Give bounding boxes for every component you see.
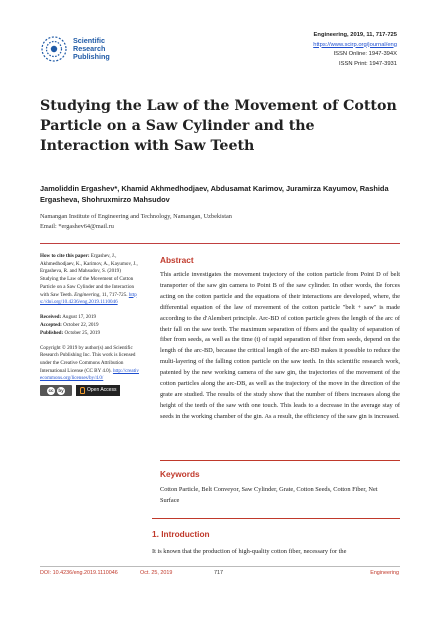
article-dates — [40, 314, 140, 338]
journal-url-link[interactable]: https://www.scirp.org/journal/eng — [313, 41, 397, 48]
citation-block — [40, 253, 140, 307]
accepted-date-row — [40, 322, 140, 330]
citation-text: Ergashev, J., Akhmedhodjaev, K., Karimov, A., Kayumov, J., Ergasheva, R. and Mahsudov, S. (2019) Studying the Law of the Movement of Cotton Particle on a Saw Cylinder and the Interaction with Saw Teeth. — [40, 253, 138, 298]
affiliation: Namangan Institute of Engineering and Technology, Namangan, Uzbekistan — [40, 213, 232, 220]
logo-line: Research — [73, 44, 106, 54]
logo-line: Scientific — [73, 36, 105, 45]
citation-tail: 11, 717-725. — [101, 291, 128, 298]
footer-journal: Engineering — [370, 570, 399, 576]
abstract-text: This article investigates the movement trajectory of the cotton particle from Point D of belt transporter of the saw gin camera to Point B of the saw cylinder. In other words, the forces acting on the cotton particle and the equations of their interactions are developed, where, the differential equation of the law of movement of the cotton particle "belt + saw" is made according to the d'Alembert principle. Arc-BD of cotton particle gives the length of the arc of their fall on the saw teeth. The maximum separation of fibers and the quality of separation of fiber from seeds, as well as the time (t) of rapid separation of fiber from seeds, depend on the length of the arc-BD, because the critical length of the arc-BD makes it possible to reduce the multi-layering of the falling cotton particle on the saw teeth. In this scientific research work, patented by the new working camera of the saw gin, the trajectories of the movement of the cotton particles along the arc-DB, as well as the trajectory of the move in the direction of the grate are studied. The results of the study show that the number of fibers increases along the height of the teeth of the saw with one touch. This leads to a decrease in the average stay of seeds in the working chamber of the gin. As a result, the efficiency of the saw gin is increased. — [160, 271, 400, 420]
received-date-row — [40, 314, 140, 322]
published-date-row — [40, 330, 140, 338]
cc-by-license-badge[interactable] — [40, 385, 72, 396]
contact-email: Email: *ergashev64@mail.ru — [40, 223, 114, 230]
keywords-text: Cotton Particle, Belt Conveyor, Saw Cylinder, Grate, Cotton Seeds, Cotton Fiber, Net Surface — [160, 486, 378, 504]
intro-heading: 1. Introduction — [152, 529, 210, 539]
published-date: October 25, 2019 — [64, 329, 101, 336]
citation-journal: Engineering, — [74, 291, 101, 298]
published-label: Published: — [40, 329, 64, 336]
citation-doi-link[interactable]: https://doi.org/10.4236/eng.2019.1110046 — [40, 291, 137, 306]
open-access-label: Open Access — [87, 386, 117, 393]
header-divider — [40, 243, 400, 244]
open-lock-icon — [80, 387, 85, 394]
cc-icon: cc — [48, 387, 54, 393]
issn-print: ISSN Print: 1947-3931 — [338, 60, 397, 67]
journal-citation: Engineering, 2019, 11, 717-725 — [313, 32, 397, 38]
license-badges — [40, 385, 140, 396]
logo-line: Publishing — [73, 52, 110, 62]
intro-text: It is known that the production of high-quality cotton fiber, necessary for the — [152, 548, 347, 555]
paper-title: Studying the Law of the Movement of Cotton Particle on a Saw Cylinder and the Interaction with Saw Teeth — [40, 98, 397, 154]
accepted-label: Accepted: — [40, 321, 62, 328]
accepted-date: October 22, 2019 — [63, 321, 99, 328]
footer-page-number: 717 — [214, 570, 223, 576]
keywords-heading: Keywords — [160, 469, 200, 479]
abstract-heading: Abstract — [160, 255, 194, 265]
license-link[interactable]: http://creativecommons.org/licenses/by/4.0/ — [40, 367, 139, 382]
received-label: Received: — [40, 313, 62, 320]
copyright-text: Copyright © 2019 by author(s) and Scientific Research Publishing Inc. This work is licensed under the Creative Commons Attribution International License (CC BY 4.0). — [40, 344, 136, 374]
footer-doi[interactable]: DOI: 10.4236/eng.2019.1110046 — [40, 570, 118, 576]
article-sidebar — [40, 253, 140, 396]
citation-label: How to cite this paper: — [40, 253, 90, 259]
received-date: August 17, 2019 — [62, 313, 97, 320]
keywords-divider — [160, 460, 400, 461]
footer-divider — [40, 566, 400, 567]
publisher-logo — [40, 35, 150, 65]
issn-online: ISSN Online: 1947-394X — [333, 51, 397, 58]
scirp-logo-icon — [40, 35, 68, 63]
copyright-block — [40, 345, 140, 384]
logo-text — [73, 37, 110, 62]
journal-info — [313, 31, 397, 69]
open-access-badge — [76, 385, 120, 396]
by-icon: by — [58, 387, 64, 393]
footer-date: Oct. 25, 2019 — [140, 570, 173, 576]
intro-divider — [152, 518, 400, 519]
author-list: Jamoliddin Ergashev*, Khamid Akhmedhodjaev, Abdusamat Karimov, Juramirza Kayumov, Rashida Ergasheva, Shohruxmirzo Mahsudov — [40, 184, 389, 204]
